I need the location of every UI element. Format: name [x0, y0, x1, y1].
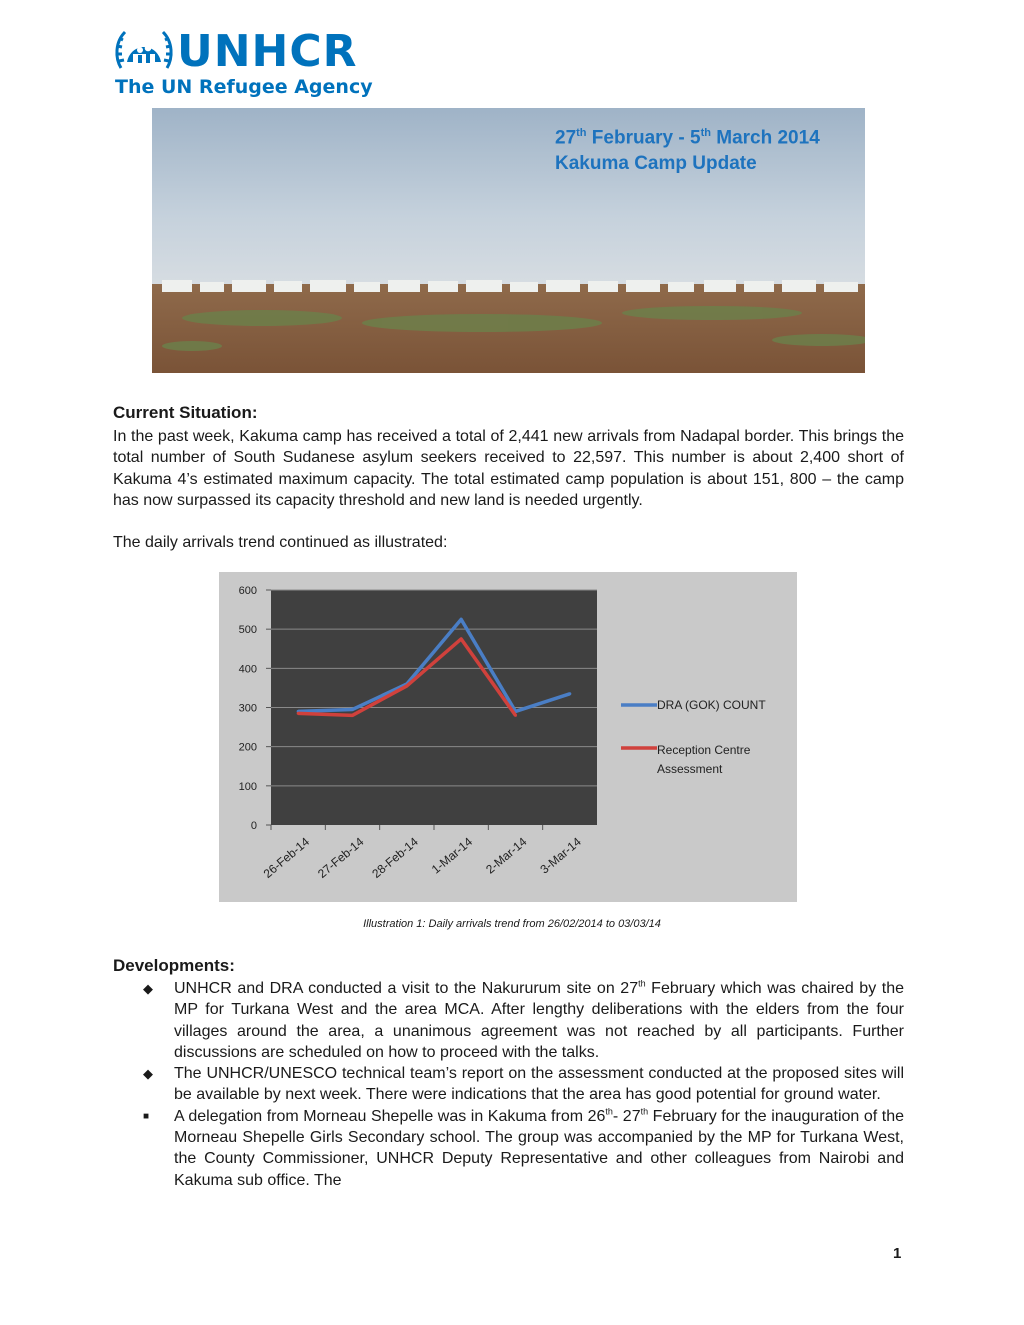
- hero-date-end: March 2014: [710, 127, 820, 149]
- list-item: [113, 1106, 904, 1191]
- x-tick-label: 26-Feb-14: [260, 834, 313, 881]
- logo-wordmark: UNHCR: [177, 26, 358, 77]
- hero-title: [555, 120, 820, 177]
- bullet-marker: ◆: [143, 1066, 153, 1082]
- x-tick-label: 27-Feb-14: [315, 834, 367, 881]
- unhcr-logo: [113, 28, 383, 100]
- hero-date-sup1: th: [576, 127, 587, 139]
- bullet3-sup2: th: [640, 1106, 649, 1117]
- x-tick-label: 3-Mar-14: [537, 834, 584, 877]
- y-tick-label: 0: [250, 820, 257, 832]
- arrivals-chart: [219, 572, 797, 902]
- data-point: [351, 714, 354, 717]
- legend-label-reception-2: Assessment: [657, 762, 723, 776]
- bullet3-sup1: th: [605, 1106, 613, 1117]
- bullet3-text-c: February for the inauguration of the Morneau Shepelle Girls Secondary school. The group was accompanied by the MP for Turkana West, the County Commissioner, UNHCR Deputy Representative and other colleagues from Nairobi and Kakuma sub office. The: [174, 1107, 905, 1189]
- data-point: [514, 714, 517, 717]
- page-number: 1: [893, 1245, 902, 1262]
- data-point: [351, 708, 354, 711]
- legend-label-dra: DRA (GOK) COUNT: [657, 698, 766, 712]
- y-tick-label: 100: [238, 780, 257, 793]
- y-tick-label: 400: [238, 663, 257, 676]
- data-point: [568, 692, 571, 695]
- bullet3-text-b: - 27: [612, 1107, 641, 1125]
- developments-list: [113, 978, 904, 1191]
- bullet3-text-a: A delegation from Morneau Shepelle was in Kakuma from 26: [174, 1107, 606, 1125]
- unhcr-emblem-icon: [113, 28, 175, 74]
- x-tick-label: 28-Feb-14: [369, 834, 421, 881]
- logo-tagline: The UN Refugee Agency: [115, 76, 373, 98]
- x-tick-label: 1-Mar-14: [428, 834, 476, 877]
- trend-intro: The daily arrivals trend continued as illustrated:: [113, 534, 448, 551]
- hero-date-day1: 27: [555, 127, 577, 149]
- bullet1-text-a: UNHCR and DRA conducted a visit to the Nakururum site on 27: [174, 980, 639, 997]
- hero-subtitle: Kakuma Camp Update: [555, 153, 757, 175]
- bullet1-text-b: February which was chaired by the MP for Turkana West and the area MCA. After lengthy deliberations with the elders from the four villages around the area, a unanimous agreement was not reached by all participants. Further discussions are scheduled on how to proceed with the talks.: [174, 980, 905, 1061]
- bullet-marker: ■: [143, 1110, 150, 1122]
- legend-label-reception-1: Reception Centre: [657, 743, 751, 757]
- data-point: [297, 712, 300, 715]
- bullet1-sup: th: [638, 978, 646, 989]
- hero-date-mid: February - 5: [586, 127, 701, 149]
- bullet-marker: ◆: [143, 981, 153, 996]
- bullet2-text: The UNHCR/UNESCO technical team’s report on the assessment conducted at the proposed sites will be available by next week. There were indications that the area has good potential for ground water.: [174, 1065, 904, 1104]
- hero-date: [555, 120, 820, 151]
- y-tick-label: 300: [238, 702, 257, 715]
- list-item: [113, 1063, 904, 1106]
- data-point: [460, 637, 463, 640]
- hero-date-sup2: th: [700, 127, 711, 139]
- data-point: [405, 684, 408, 687]
- data-point: [460, 618, 463, 621]
- y-tick-label: 200: [238, 741, 257, 754]
- list-item: [113, 978, 904, 1063]
- y-tick-label: 600: [238, 585, 257, 597]
- arrivals-chart-svg: [219, 572, 797, 902]
- x-tick-label: 2-Mar-14: [483, 834, 530, 877]
- developments-heading: Developments:: [113, 956, 235, 975]
- chart-caption: Illustration 1: Daily arrivals trend from 26/02/2014 to 03/03/14: [363, 918, 661, 930]
- y-tick-label: 500: [238, 624, 257, 637]
- current-situation-paragraph: In the past week, Kakuma camp has received a total of 2,441 new arrivals from Nadapal border. This brings the total number of South Sudanese asylum seekers received to 22,597. This number is about 2,400 short of Kakuma 4’s estimated maximum capacity. The total estimated camp population is about 151, 800 – the camp has now surpassed its capacity threshold and new land is needed urgently.: [113, 428, 904, 509]
- current-situation-heading: Current Situation:: [113, 403, 258, 422]
